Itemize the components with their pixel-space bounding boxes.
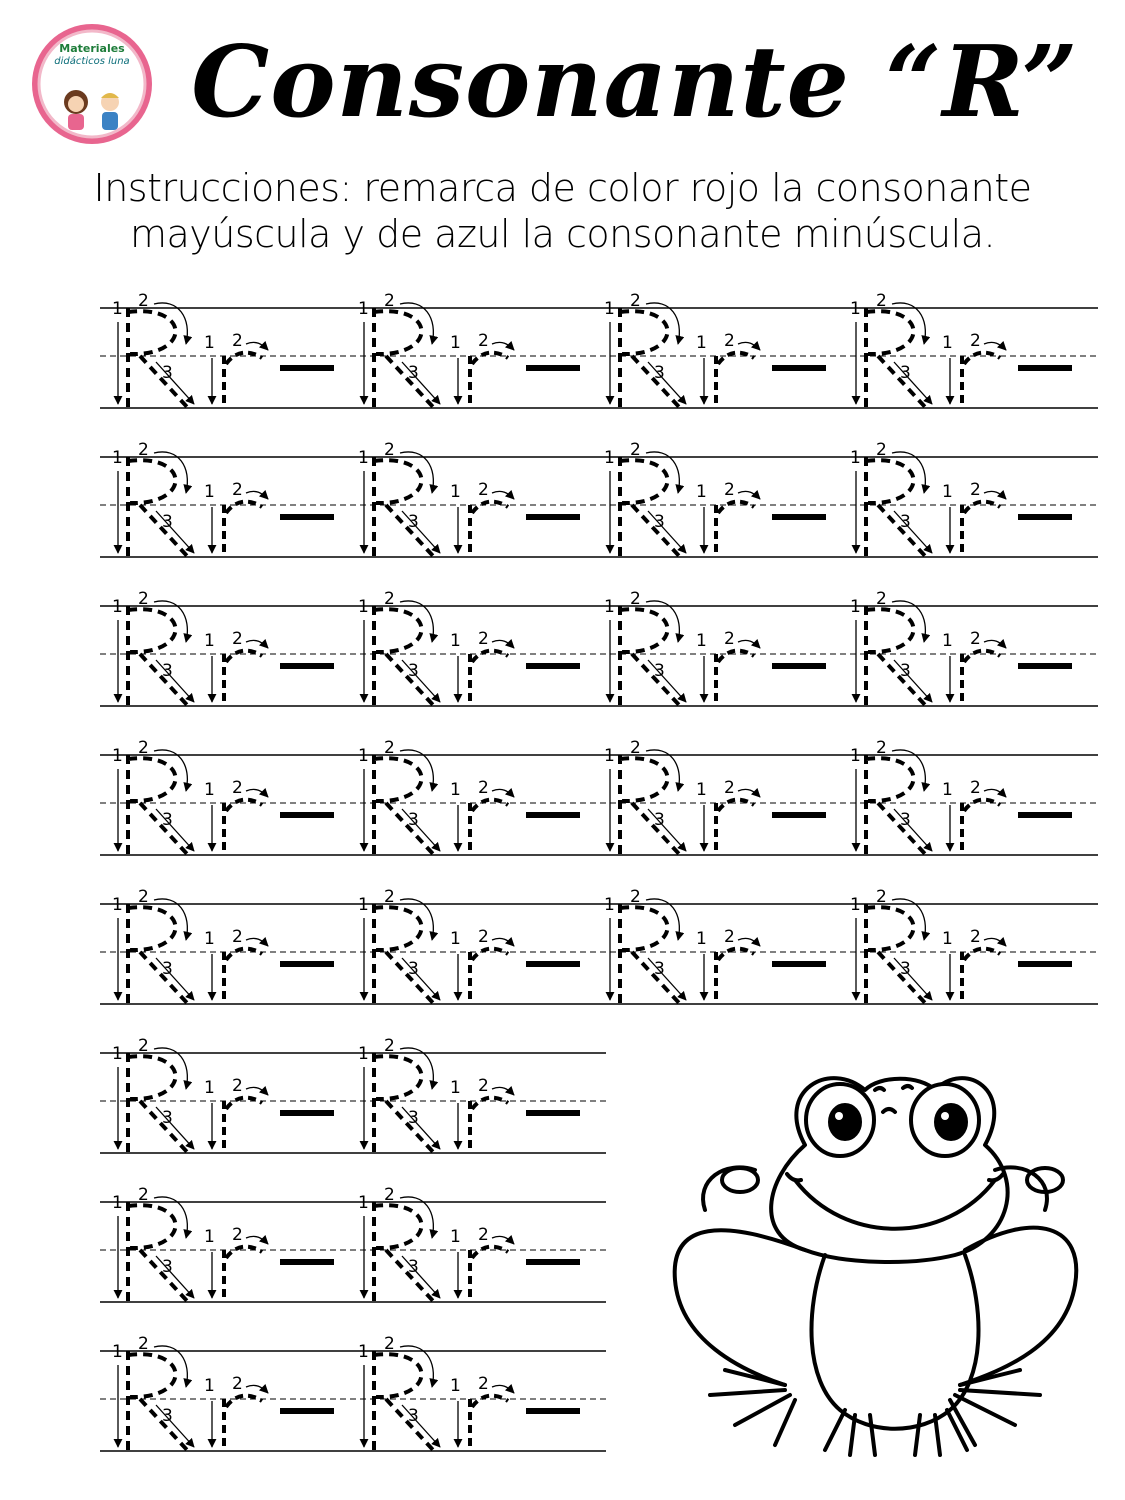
stroke-arrow: [492, 938, 514, 946]
lowercase-r-trace[interactable]: [716, 353, 754, 408]
stroke-number: 3: [900, 810, 911, 830]
stroke-number: 2: [478, 1374, 489, 1394]
practice-row: [100, 589, 1098, 706]
stroke-number: 3: [654, 363, 665, 383]
lowercase-r-trace[interactable]: [224, 502, 262, 557]
stroke-number: 3: [408, 661, 419, 681]
stroke-number: 1: [450, 929, 461, 949]
stroke-arrow: [738, 640, 760, 648]
stroke-number: 2: [232, 1374, 243, 1394]
stroke-number: 3: [900, 512, 911, 532]
stroke-number: 1: [204, 333, 215, 353]
stroke-number: 2: [630, 291, 641, 311]
practice-row: [100, 1334, 606, 1451]
uppercase-r-trace[interactable]: [128, 904, 188, 1004]
stroke-number: 2: [970, 629, 981, 649]
stroke-number: 2: [232, 1076, 243, 1096]
stroke-number: 1: [204, 482, 215, 502]
stroke-number: 2: [478, 1076, 489, 1096]
stroke-number: 2: [384, 1036, 395, 1056]
stroke-number: 1: [112, 448, 123, 468]
uppercase-r-trace[interactable]: [128, 1202, 188, 1302]
stroke-number: 1: [112, 299, 123, 319]
stroke-number: 2: [232, 629, 243, 649]
stroke-number: 2: [478, 778, 489, 798]
stroke-number: 1: [696, 482, 707, 502]
stroke-number: 2: [478, 927, 489, 947]
stroke-number: 3: [654, 810, 665, 830]
stroke-number: 1: [450, 482, 461, 502]
instructions-line-1: Instrucciones: remarca de color rojo la consonante: [93, 166, 1032, 210]
stroke-arrow: [984, 640, 1006, 648]
stroke-number: 2: [384, 440, 395, 460]
uppercase-r-trace[interactable]: [374, 1053, 434, 1153]
stroke-number: 3: [162, 363, 173, 383]
stroke-number: 3: [900, 959, 911, 979]
stroke-number: 1: [942, 929, 953, 949]
uppercase-r-trace[interactable]: [374, 457, 434, 557]
stroke-arrow: [492, 640, 514, 648]
stroke-number: 2: [478, 629, 489, 649]
stroke-number: 1: [204, 1376, 215, 1396]
stroke-number: 1: [696, 333, 707, 353]
stroke-number: 2: [876, 738, 887, 758]
practice-row: [100, 887, 1098, 1004]
stroke-number: 2: [232, 778, 243, 798]
stroke-number: 3: [162, 959, 173, 979]
lowercase-r-trace[interactable]: [962, 651, 1000, 706]
stroke-number: 2: [138, 440, 149, 460]
stroke-number: 3: [408, 1406, 419, 1426]
stroke-number: 1: [604, 299, 615, 319]
lowercase-r-trace[interactable]: [224, 1098, 262, 1153]
stroke-number: 2: [970, 480, 981, 500]
uppercase-r-trace[interactable]: [620, 755, 680, 855]
stroke-number: 2: [478, 1225, 489, 1245]
lowercase-r-trace[interactable]: [716, 502, 754, 557]
stroke-arrow: [246, 1087, 268, 1095]
frog-icon: [655, 1050, 1095, 1470]
uppercase-r-trace[interactable]: [866, 457, 926, 557]
stroke-number: 2: [384, 291, 395, 311]
practice-row: [100, 738, 1098, 855]
stroke-number: 1: [450, 1078, 461, 1098]
stroke-number: 2: [138, 589, 149, 609]
stroke-number: 1: [358, 1342, 369, 1362]
stroke-number: 3: [162, 1257, 173, 1277]
stroke-number: 2: [724, 331, 735, 351]
logo-line-2: didácticos luna: [54, 56, 130, 67]
lowercase-r-trace[interactable]: [470, 1396, 508, 1451]
stroke-number: 1: [696, 929, 707, 949]
stroke-number: 2: [384, 589, 395, 609]
stroke-number: 2: [970, 778, 981, 798]
stroke-number: 3: [408, 1108, 419, 1128]
stroke-arrow: [738, 342, 760, 350]
stroke-number: 2: [478, 480, 489, 500]
stroke-number: 2: [970, 927, 981, 947]
stroke-number: 3: [900, 363, 911, 383]
practice-row: [100, 291, 1098, 408]
stroke-arrow: [246, 640, 268, 648]
uppercase-r-trace[interactable]: [128, 1351, 188, 1451]
stroke-number: 1: [942, 333, 953, 353]
stroke-number: 1: [450, 780, 461, 800]
stroke-number: 2: [876, 291, 887, 311]
stroke-number: 1: [604, 895, 615, 915]
stroke-arrow: [246, 1385, 268, 1393]
stroke-arrow: [984, 491, 1006, 499]
stroke-number: 1: [358, 895, 369, 915]
stroke-number: 2: [724, 629, 735, 649]
stroke-number: 2: [138, 1185, 149, 1205]
lowercase-r-trace[interactable]: [962, 502, 1000, 557]
uppercase-r-trace[interactable]: [128, 308, 188, 408]
stroke-arrow: [492, 1236, 514, 1244]
stroke-number: 1: [112, 746, 123, 766]
uppercase-r-trace[interactable]: [620, 308, 680, 408]
stroke-number: 2: [630, 738, 641, 758]
lowercase-r-trace[interactable]: [716, 651, 754, 706]
stroke-arrow: [246, 789, 268, 797]
instructions-line-2: mayúscula y de azul la consonante minúscula.: [129, 212, 996, 256]
stroke-number: 3: [162, 810, 173, 830]
stroke-number: 1: [604, 746, 615, 766]
stroke-number: 1: [450, 333, 461, 353]
uppercase-r-trace[interactable]: [128, 1053, 188, 1153]
stroke-number: 2: [724, 480, 735, 500]
lowercase-r-trace[interactable]: [224, 1396, 262, 1451]
lowercase-r-trace[interactable]: [470, 1098, 508, 1153]
stroke-number: 3: [408, 512, 419, 532]
practice-row: [100, 1185, 606, 1302]
stroke-number: 3: [654, 661, 665, 681]
stroke-number: 1: [850, 597, 861, 617]
stroke-number: 1: [112, 597, 123, 617]
stroke-number: 2: [138, 887, 149, 907]
stroke-arrow: [492, 491, 514, 499]
stroke-number: 1: [450, 631, 461, 651]
lowercase-r-trace[interactable]: [470, 353, 508, 408]
stroke-number: 1: [358, 746, 369, 766]
stroke-number: 2: [138, 291, 149, 311]
stroke-arrow: [492, 1087, 514, 1095]
stroke-arrow: [738, 938, 760, 946]
lowercase-r-trace[interactable]: [470, 651, 508, 706]
stroke-number: 2: [630, 887, 641, 907]
uppercase-r-trace[interactable]: [620, 457, 680, 557]
uppercase-r-trace[interactable]: [866, 904, 926, 1004]
stroke-arrow: [738, 789, 760, 797]
stroke-number: 1: [112, 1193, 123, 1213]
stroke-number: 2: [232, 480, 243, 500]
stroke-arrow: [984, 789, 1006, 797]
stroke-number: 2: [970, 331, 981, 351]
stroke-number: 1: [204, 929, 215, 949]
stroke-number: 2: [724, 778, 735, 798]
stroke-number: 1: [358, 448, 369, 468]
stroke-number: 2: [384, 738, 395, 758]
stroke-number: 1: [604, 448, 615, 468]
stroke-number: 2: [384, 887, 395, 907]
lowercase-r-trace[interactable]: [470, 502, 508, 557]
stroke-number: 1: [942, 482, 953, 502]
lowercase-r-trace[interactable]: [470, 949, 508, 1004]
stroke-number: 3: [408, 363, 419, 383]
stroke-number: 1: [358, 1044, 369, 1064]
lowercase-r-trace[interactable]: [962, 800, 1000, 855]
stroke-number: 3: [162, 1406, 173, 1426]
uppercase-r-trace[interactable]: [374, 1202, 434, 1302]
stroke-number: 1: [112, 1044, 123, 1064]
lowercase-r-trace[interactable]: [716, 800, 754, 855]
stroke-number: 3: [162, 1108, 173, 1128]
practice-row: [100, 440, 1098, 557]
stroke-arrow: [738, 491, 760, 499]
stroke-number: 2: [138, 1334, 149, 1354]
stroke-number: 2: [232, 1225, 243, 1245]
stroke-number: 2: [384, 1185, 395, 1205]
stroke-number: 3: [162, 661, 173, 681]
stroke-number: 2: [138, 1036, 149, 1056]
stroke-number: 3: [408, 959, 419, 979]
stroke-number: 3: [408, 1257, 419, 1277]
logo-line-1: Materiales: [59, 42, 125, 55]
stroke-number: 1: [850, 299, 861, 319]
stroke-number: 1: [850, 448, 861, 468]
uppercase-r-trace[interactable]: [374, 308, 434, 408]
stroke-number: 3: [162, 512, 173, 532]
uppercase-r-trace[interactable]: [128, 755, 188, 855]
lowercase-r-trace[interactable]: [962, 949, 1000, 1004]
lowercase-r-trace[interactable]: [470, 800, 508, 855]
stroke-number: 1: [358, 597, 369, 617]
stroke-number: 2: [724, 927, 735, 947]
stroke-arrow: [984, 342, 1006, 350]
stroke-number: 1: [450, 1227, 461, 1247]
stroke-arrow: [492, 342, 514, 350]
stroke-arrow: [984, 938, 1006, 946]
uppercase-r-trace[interactable]: [128, 457, 188, 557]
stroke-number: 2: [630, 440, 641, 460]
stroke-number: 3: [654, 959, 665, 979]
uppercase-r-trace[interactable]: [866, 308, 926, 408]
lowercase-r-trace[interactable]: [224, 651, 262, 706]
uppercase-r-trace[interactable]: [374, 1351, 434, 1451]
uppercase-r-trace[interactable]: [128, 606, 188, 706]
stroke-number: 1: [604, 597, 615, 617]
stroke-number: 1: [112, 1342, 123, 1362]
stroke-number: 1: [450, 1376, 461, 1396]
page-title: Consonante “R”: [191, 25, 1079, 140]
stroke-number: 1: [942, 631, 953, 651]
stroke-number: 2: [630, 589, 641, 609]
uppercase-r-trace[interactable]: [620, 606, 680, 706]
stroke-number: 1: [204, 1227, 215, 1247]
lowercase-r-trace[interactable]: [224, 1247, 262, 1302]
uppercase-r-trace[interactable]: [620, 904, 680, 1004]
stroke-number: 1: [204, 1078, 215, 1098]
stroke-number: 1: [112, 895, 123, 915]
stroke-number: 1: [204, 631, 215, 651]
lowercase-r-trace[interactable]: [716, 949, 754, 1004]
lowercase-r-trace[interactable]: [962, 353, 1000, 408]
stroke-number: 2: [478, 331, 489, 351]
stroke-arrow: [492, 1385, 514, 1393]
stroke-number: 2: [876, 589, 887, 609]
stroke-number: 1: [696, 780, 707, 800]
stroke-arrow: [246, 342, 268, 350]
uppercase-r-trace[interactable]: [374, 606, 434, 706]
stroke-arrow: [246, 1236, 268, 1244]
stroke-number: 2: [876, 440, 887, 460]
stroke-number: 1: [204, 780, 215, 800]
uppercase-r-trace[interactable]: [866, 606, 926, 706]
lowercase-r-trace[interactable]: [470, 1247, 508, 1302]
stroke-arrow: [246, 491, 268, 499]
stroke-number: 2: [232, 927, 243, 947]
stroke-number: 1: [358, 299, 369, 319]
stroke-number: 2: [876, 887, 887, 907]
stroke-number: 3: [654, 512, 665, 532]
stroke-number: 1: [850, 895, 861, 915]
practice-row: [100, 1036, 606, 1153]
uppercase-r-trace[interactable]: [374, 904, 434, 1004]
stroke-number: 3: [900, 661, 911, 681]
uppercase-r-trace[interactable]: [866, 755, 926, 855]
stroke-arrow: [492, 789, 514, 797]
stroke-number: 1: [696, 631, 707, 651]
lowercase-r-trace[interactable]: [224, 800, 262, 855]
stroke-number: 1: [850, 746, 861, 766]
lowercase-r-trace[interactable]: [224, 353, 262, 408]
stroke-number: 2: [138, 738, 149, 758]
stroke-number: 1: [358, 1193, 369, 1213]
stroke-arrow: [246, 938, 268, 946]
stroke-number: 1: [942, 780, 953, 800]
stroke-number: 3: [408, 810, 419, 830]
stroke-number: 2: [384, 1334, 395, 1354]
uppercase-r-trace[interactable]: [374, 755, 434, 855]
stroke-number: 2: [232, 331, 243, 351]
lowercase-r-trace[interactable]: [224, 949, 262, 1004]
